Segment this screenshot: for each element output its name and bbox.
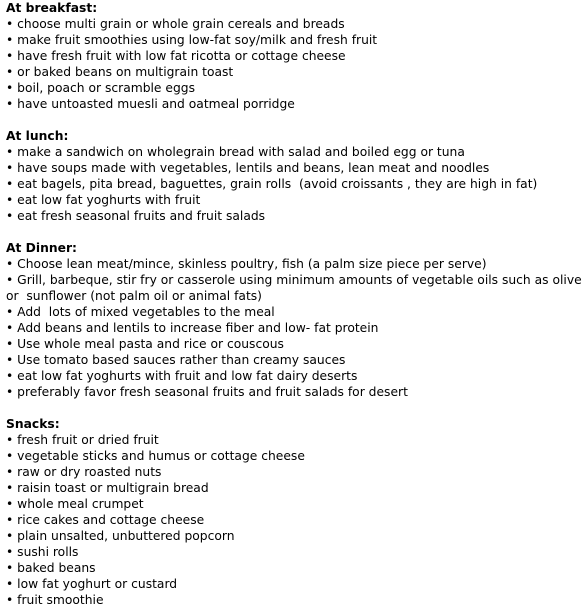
bullet-icon: • <box>6 449 18 463</box>
bullet-list <box>6 144 588 224</box>
section-snacks <box>6 416 588 608</box>
bullet-icon: • <box>6 305 18 319</box>
bullet-icon: • <box>6 561 18 575</box>
section-heading: At lunch: <box>6 129 69 143</box>
list-item <box>6 304 588 320</box>
list-item <box>6 144 588 160</box>
bullet-icon: • <box>6 97 18 111</box>
list-item-text: fruit smoothie <box>17 593 104 607</box>
section-lunch <box>6 128 588 224</box>
list-item-text: have soups made with vegetables, lentils and beans, lean meat and noodles <box>17 161 490 175</box>
list-item-text: low fat yoghurt or custard <box>17 577 178 591</box>
list-item-text: Choose lean meat/mince, skinless poultry, fish (a palm size piece per serve) <box>17 257 487 271</box>
list-item <box>6 448 588 464</box>
bullet-list <box>6 256 588 400</box>
list-item-text: Grill, barbeque, stir fry or casserole using minimum amounts of vegetable oils such as olive or sunflower (not palm oil or animal fats) <box>6 273 586 303</box>
bullet-list <box>6 16 588 112</box>
bullet-icon: • <box>6 577 18 591</box>
bullet-icon: • <box>6 545 18 559</box>
bullet-icon: • <box>6 497 18 511</box>
list-item <box>6 544 588 560</box>
list-item-text: have untoasted muesli and oatmeal porridge <box>17 97 295 111</box>
list-item-text: make a sandwich on wholegrain bread with salad and boiled egg or tuna <box>17 145 465 159</box>
list-item-text: Use whole meal pasta and rice or couscous <box>17 337 284 351</box>
list-item <box>6 352 588 368</box>
list-item <box>6 512 588 528</box>
list-item-text: plain unsalted, unbuttered popcorn <box>17 529 235 543</box>
list-item-text: eat fresh seasonal fruits and fruit salads <box>17 209 266 223</box>
list-item <box>6 592 588 608</box>
list-item-text: sushi rolls <box>17 545 79 559</box>
list-item-text: Use tomato based sauces rather than creamy sauces <box>17 353 346 367</box>
bullet-icon: • <box>6 33 18 47</box>
section-heading: Snacks: <box>6 417 60 431</box>
bullet-icon: • <box>6 465 18 479</box>
list-item-text: rice cakes and cottage cheese <box>17 513 205 527</box>
list-item <box>6 528 588 544</box>
bullet-icon: • <box>6 193 18 207</box>
list-item <box>6 48 588 64</box>
bullet-icon: • <box>6 337 18 351</box>
list-item <box>6 64 588 80</box>
bullet-icon: • <box>6 593 18 607</box>
list-item-text: or baked beans on multigrain toast <box>17 65 234 79</box>
bullet-icon: • <box>6 513 18 527</box>
list-item-text: raisin toast or multigrain bread <box>17 481 209 495</box>
bullet-icon: • <box>6 81 18 95</box>
list-item-text: make fruit smoothies using low-fat soy/milk and fresh fruit <box>17 33 378 47</box>
list-item-text: Add lots of mixed vegetables to the meal <box>17 305 275 319</box>
bullet-icon: • <box>6 17 18 31</box>
list-item <box>6 32 588 48</box>
section-heading: At Dinner: <box>6 241 77 255</box>
bullet-icon: • <box>6 65 18 79</box>
bullet-icon: • <box>6 529 18 543</box>
bullet-icon: • <box>6 353 18 367</box>
list-item-text: preferably favor fresh seasonal fruits and fruit salads for desert <box>17 385 408 399</box>
list-item <box>6 192 588 208</box>
list-item <box>6 432 588 448</box>
list-item-text: raw or dry roasted nuts <box>17 465 162 479</box>
list-item <box>6 496 588 512</box>
list-item-text: have fresh fruit with low fat ricotta or cottage cheese <box>17 49 346 63</box>
bullet-icon: • <box>6 257 18 271</box>
list-item <box>6 272 588 304</box>
section-breakfast <box>6 0 588 112</box>
list-item-text: Add beans and lentils to increase fiber and low- fat protein <box>17 321 379 335</box>
list-item-text: whole meal crumpet <box>17 497 144 511</box>
bullet-icon: • <box>6 385 18 399</box>
list-item-text: boil, poach or scramble eggs <box>17 81 195 95</box>
list-item-text: eat low fat yoghurts with fruit <box>17 193 201 207</box>
bullet-icon: • <box>6 273 18 287</box>
list-item <box>6 576 588 592</box>
list-item <box>6 464 588 480</box>
list-item-text: choose multi grain or whole grain cereals and breads <box>17 17 345 31</box>
bullet-list <box>6 432 588 608</box>
bullet-icon: • <box>6 209 18 223</box>
list-item <box>6 560 588 576</box>
list-item <box>6 480 588 496</box>
list-item-text: baked beans <box>17 561 96 575</box>
bullet-icon: • <box>6 321 18 335</box>
list-item-text: fresh fruit or dried fruit <box>17 433 159 447</box>
list-item <box>6 368 588 384</box>
bullet-icon: • <box>6 49 18 63</box>
list-item-text: vegetable sticks and humus or cottage cheese <box>17 449 305 463</box>
list-item <box>6 320 588 336</box>
list-item <box>6 336 588 352</box>
bullet-icon: • <box>6 161 18 175</box>
list-item <box>6 16 588 32</box>
bullet-icon: • <box>6 433 18 447</box>
list-item-text: eat low fat yoghurts with fruit and low fat dairy deserts <box>17 369 358 383</box>
bullet-icon: • <box>6 481 18 495</box>
list-item <box>6 80 588 96</box>
list-item-text: eat bagels, pita bread, baguettes, grain rolls (avoid croissants , they are high in fat) <box>17 177 538 191</box>
section-dinner <box>6 240 588 400</box>
list-item <box>6 176 588 192</box>
section-heading: At breakfast: <box>6 1 98 15</box>
bullet-icon: • <box>6 177 18 191</box>
list-item <box>6 256 588 272</box>
list-item <box>6 96 588 112</box>
bullet-icon: • <box>6 369 18 383</box>
list-item <box>6 160 588 176</box>
bullet-icon: • <box>6 145 18 159</box>
list-item <box>6 208 588 224</box>
list-item <box>6 384 588 400</box>
